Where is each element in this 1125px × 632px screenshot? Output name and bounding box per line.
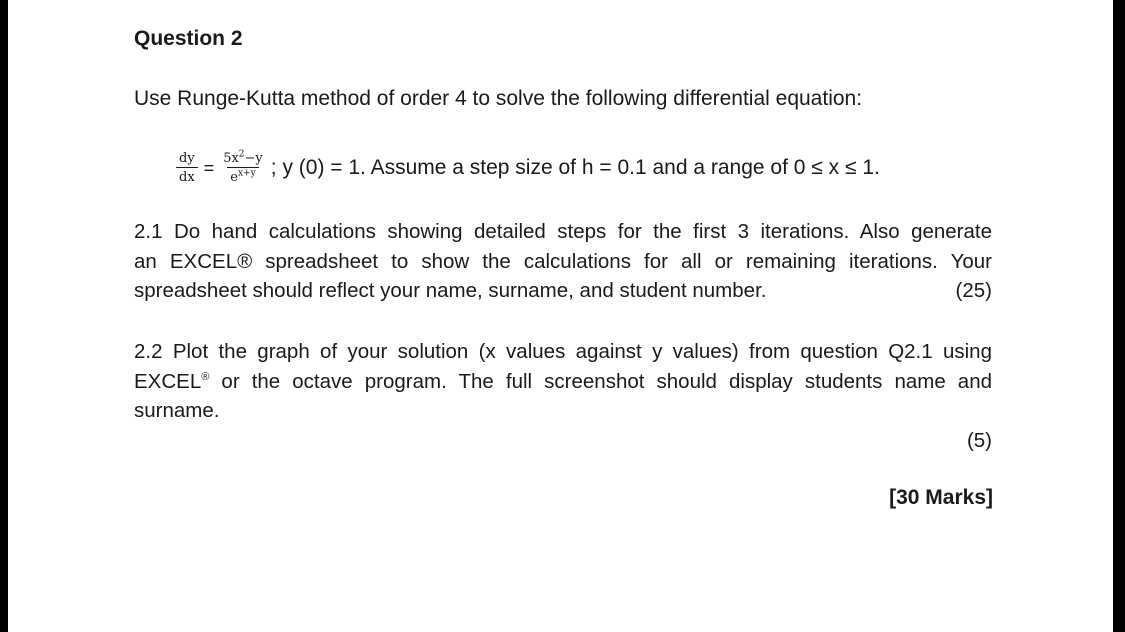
part-2-1 xyxy=(134,217,992,306)
rhs-num-exponent: 2 xyxy=(238,149,245,160)
part-2-2-marks-row xyxy=(134,426,992,456)
lhs-numerator: dy xyxy=(179,151,195,166)
rhs-num-base: 5x xyxy=(223,151,239,166)
lhs-denominator: dx xyxy=(176,167,198,185)
rhs-denominator xyxy=(227,167,258,185)
part-2-2-marks: (5) xyxy=(966,428,992,452)
rhs-den-exponent: x+y xyxy=(237,168,256,179)
lhs-fraction xyxy=(176,151,198,185)
differential-equation xyxy=(176,143,880,193)
part-2-2-line-2-rest: or the octave program. The full screenshot should display students name and xyxy=(209,369,992,393)
question-title: Question 2 xyxy=(134,27,243,50)
question-intro: Use Runge-Kutta method of order 4 to solve the following differential equation: xyxy=(134,87,863,110)
part-2-2-line-2 xyxy=(134,367,992,397)
rhs-fraction xyxy=(220,151,266,185)
rhs-den-base: e xyxy=(230,170,238,185)
rhs-num-tail: −y xyxy=(244,151,263,166)
part-2-2 xyxy=(134,337,992,455)
part-2-1-line-1: 2.1 Do hand calculations showing detailed steps for the first 3 iterations. Also generate xyxy=(134,220,992,243)
rhs-numerator xyxy=(220,151,266,167)
part-2-2-line-3: surname. xyxy=(134,399,220,422)
document-page xyxy=(8,0,1113,632)
equals-sign: = xyxy=(203,157,215,178)
part-2-2-line-1: 2.2 Plot the graph of your solution (x values against y values) from question Q2.1 using xyxy=(134,340,992,363)
part-2-1-line-3-row xyxy=(134,276,992,306)
initial-condition-text: ; y (0) = 1. Assume a step size of h = 0.1 and a range of 0 ≤ x ≤ 1. xyxy=(270,156,880,179)
part-2-2-excel: EXCEL xyxy=(134,369,202,393)
registered-mark: ® xyxy=(201,370,210,383)
total-marks: [30 Marks] xyxy=(889,486,993,509)
part-2-1-line-3: spreadsheet should reflect your name, surname, and student number. xyxy=(134,279,767,302)
part-2-1-marks: (25) xyxy=(955,279,992,302)
part-2-1-line-2: an EXCEL® spreadsheet to show the calculations for all or remaining iterations. Your xyxy=(134,249,992,273)
